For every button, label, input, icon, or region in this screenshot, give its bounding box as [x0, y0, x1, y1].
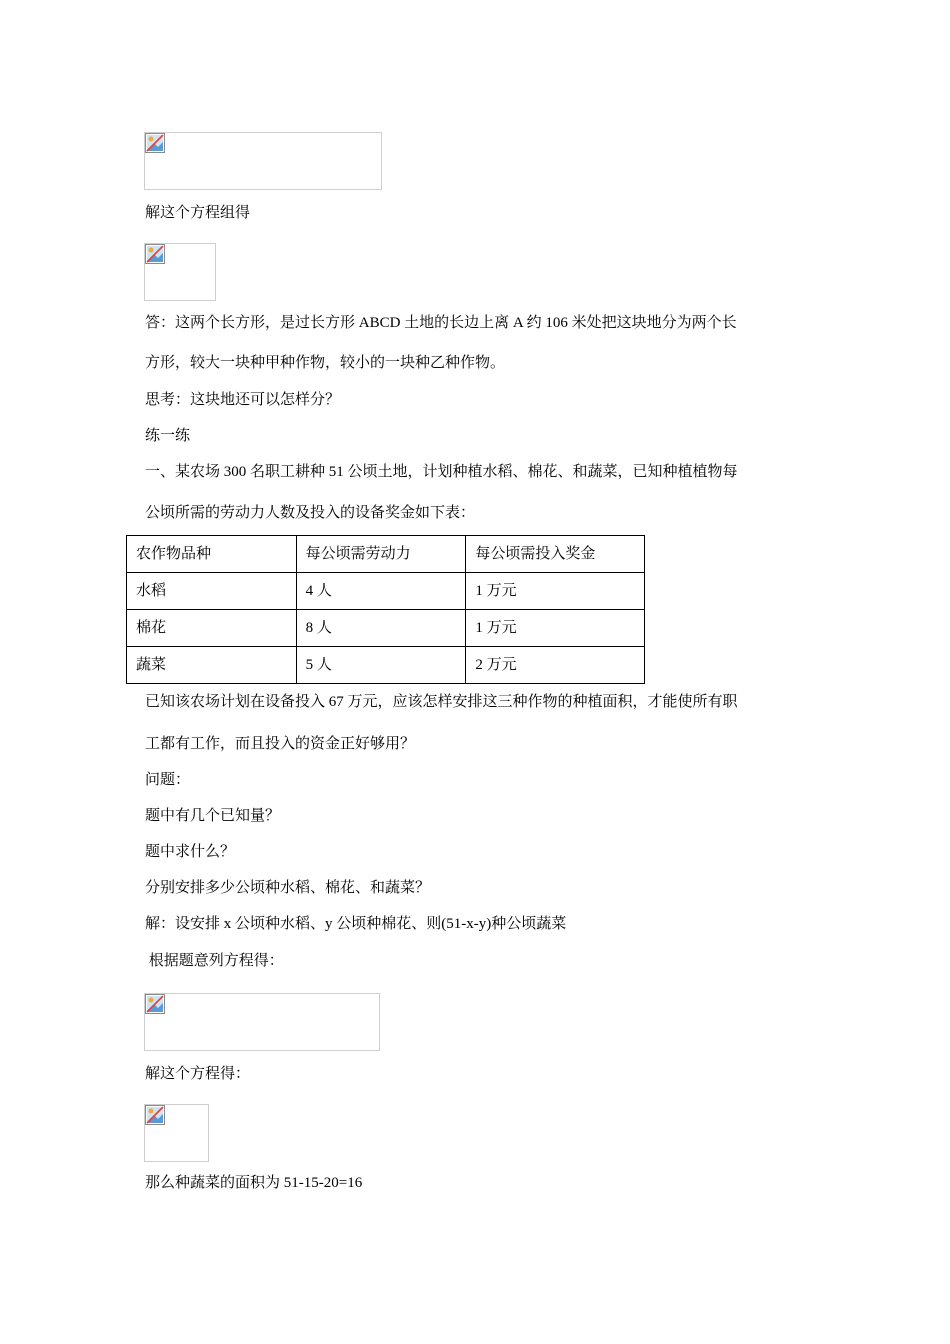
solution-image-2 — [144, 1104, 209, 1162]
equation-image-1 — [144, 132, 382, 190]
question-label: 问题： — [145, 772, 191, 788]
question-2: 题中求什么？ — [145, 844, 236, 860]
table-header-cell: 农作物品种 — [127, 536, 297, 573]
table-cell: 1 万元 — [466, 610, 645, 647]
broken-image-icon — [145, 133, 165, 153]
solution-image-1 — [144, 243, 216, 301]
table-cell: 水稻 — [127, 573, 297, 610]
think-question: 思考：这块地还可以怎样分？ — [145, 392, 341, 408]
table-cell: 1 万元 — [466, 573, 645, 610]
table-cell: 蔬菜 — [127, 647, 297, 684]
broken-image-icon — [145, 994, 165, 1014]
problem-line-2: 公顷所需的劳动力人数及投入的设备奖金如下表： — [145, 505, 476, 521]
after-table-line-2: 工都有工作，而且投入的资金正好够用？ — [145, 736, 416, 752]
table-cell: 2 万元 — [466, 647, 645, 684]
solve-text-1: 解这个方程组得 — [145, 205, 251, 221]
broken-image-icon — [145, 1105, 165, 1125]
answer-line-1: 答：这两个长方形，是过长方形 ABCD 土地的长边上离 A 约 106 米处把这块地分为两个长 — [145, 315, 737, 331]
answer-line-2: 方形，较大一块种甲种作物，较小的一块种乙种作物。 — [145, 355, 506, 371]
equation-intro: 根据题意列方程得： — [145, 953, 284, 969]
table-header-cell: 每公顷需投入奖金 — [466, 536, 645, 573]
table-header-row — [127, 536, 645, 573]
crop-table — [126, 535, 645, 684]
table-cell: 8 人 — [296, 610, 466, 647]
question-1: 题中有几个已知量？ — [145, 808, 281, 824]
vegetable-area: 那么种蔬菜的面积为 51-15-20=16 — [145, 1175, 363, 1191]
table-cell: 5 人 — [296, 647, 466, 684]
practice-heading: 练一练 — [145, 428, 191, 444]
problem-line-1: 一、某农场 300 名职工耕种 51 公顷土地，计划种植水稻、棉花、和蔬菜，已知种植植物每 — [145, 464, 738, 480]
table-cell: 棉花 — [127, 610, 297, 647]
solve-text-2: 解这个方程得： — [145, 1066, 251, 1082]
equation-image-2 — [144, 993, 380, 1051]
solution-setup: 解：设安排 x 公顷种水稻、y 公顷种棉花、则(51-x-y)种公顷蔬菜 — [145, 916, 567, 932]
broken-image-icon — [145, 244, 165, 264]
table-row — [127, 647, 645, 684]
question-3: 分别安排多少公顷种水稻、棉花、和蔬菜？ — [145, 880, 431, 896]
table-row — [127, 610, 645, 647]
table-row — [127, 573, 645, 610]
table-cell: 4 人 — [296, 573, 466, 610]
after-table-line-1: 已知该农场计划在设备投入 67 万元，应该怎样安排这三种作物的种植面积，才能使所有职 — [145, 694, 738, 710]
table-header-cell: 每公顷需劳动力 — [296, 536, 466, 573]
